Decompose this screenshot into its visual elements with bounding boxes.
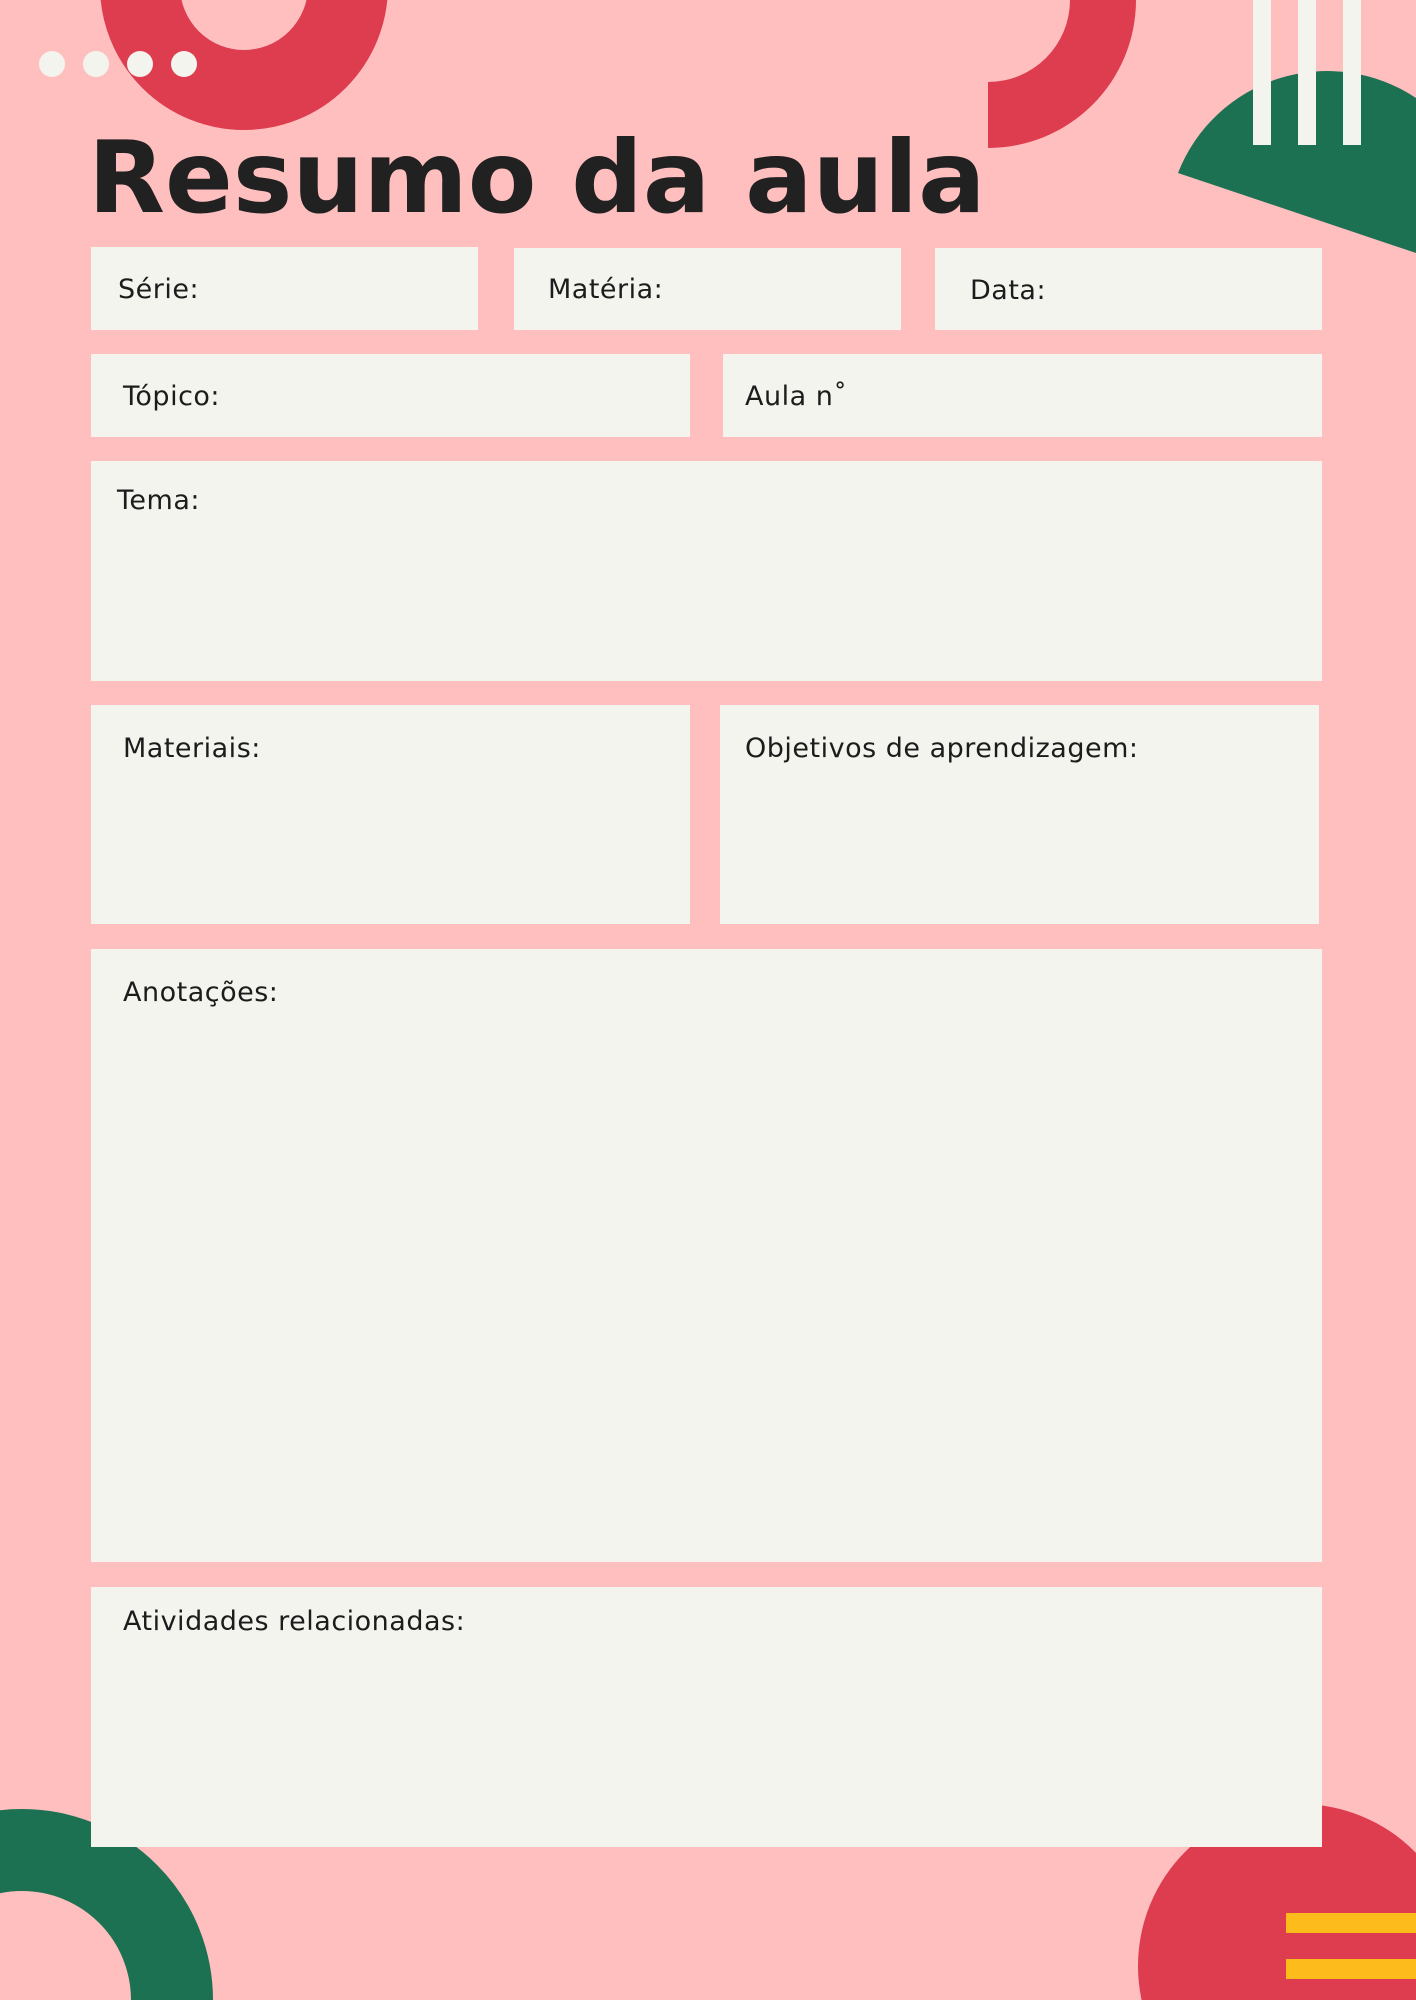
green-ring-decoration (0, 1850, 172, 2000)
yellow-stripe-decoration (1286, 1959, 1416, 1979)
atividades-field[interactable] (91, 1587, 1322, 1847)
yellow-stripe-decoration (1286, 1913, 1416, 1933)
dot-decoration (39, 51, 65, 77)
cream-bar-decoration (1298, 0, 1316, 145)
red-ring-decoration (140, 0, 348, 90)
atividades-label: Atividades relacionadas: (123, 1606, 466, 1637)
topico-field[interactable] (91, 354, 690, 437)
serie-field[interactable] (91, 247, 478, 330)
materia-label: Matéria: (548, 274, 664, 305)
green-semicircle-decoration (1178, 71, 1416, 253)
red-quarter-ring-decoration (988, 0, 1136, 148)
materia-field[interactable] (514, 248, 901, 330)
objetivos-field[interactable] (720, 705, 1319, 924)
materiais-field[interactable] (91, 705, 690, 924)
cream-bar-decoration (1253, 0, 1271, 145)
tema-field[interactable] (91, 461, 1322, 681)
materiais-label: Materiais: (123, 733, 261, 764)
dot-decoration (171, 51, 197, 77)
data-label: Data: (970, 275, 1047, 306)
anotacoes-label: Anotações: (123, 977, 279, 1008)
serie-label: Série: (118, 274, 200, 305)
aula-numero-field[interactable] (723, 354, 1322, 437)
objetivos-label: Objetivos de aprendizagem: (745, 733, 1139, 764)
page-title: Resumo da aula (88, 119, 986, 236)
aula-numero-label: Aula n˚ (745, 381, 848, 412)
dot-decoration (83, 51, 109, 77)
cream-bar-decoration (1343, 0, 1361, 145)
topico-label: Tópico: (123, 381, 221, 412)
dot-decoration (127, 51, 153, 77)
tema-label: Tema: (117, 485, 200, 516)
anotacoes-field[interactable] (91, 949, 1322, 1562)
data-field[interactable] (935, 248, 1322, 330)
